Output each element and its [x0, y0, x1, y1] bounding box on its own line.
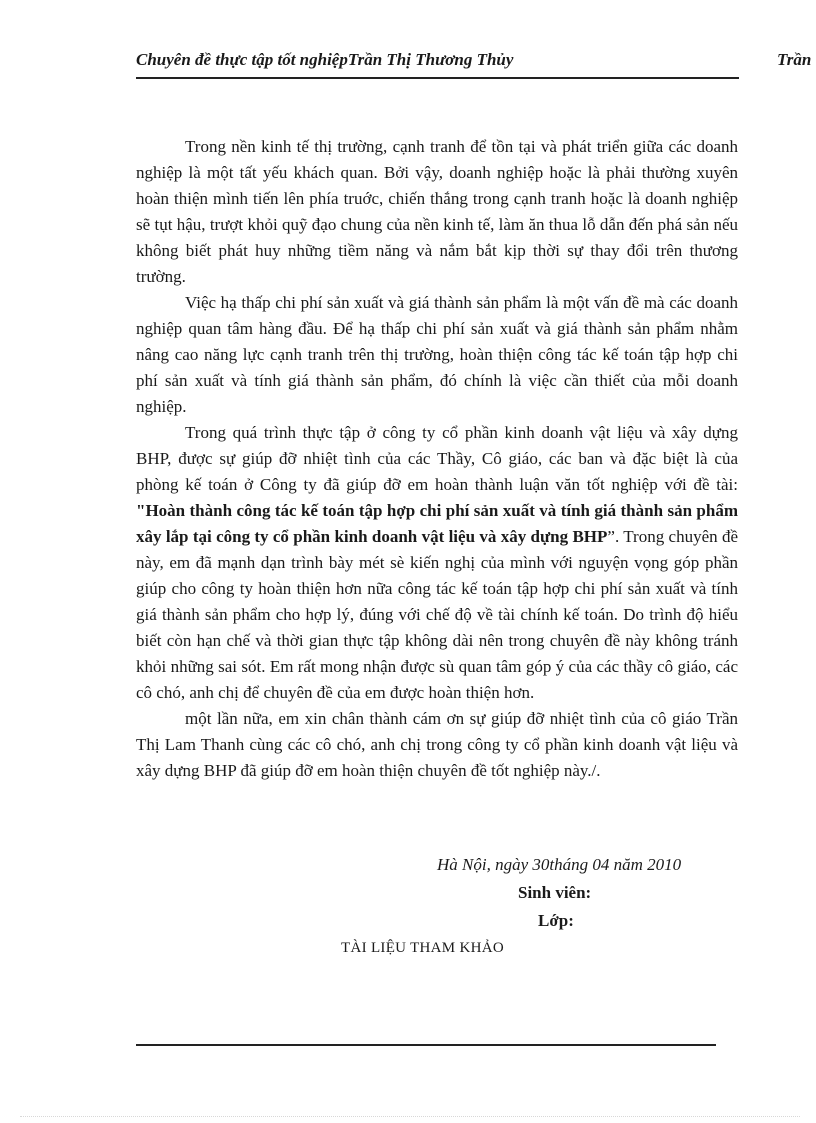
header-author-cut: Trần [777, 50, 812, 69]
paragraph-3-rest: ”. Trong chuyên đề này, em đã mạnh dạn trình bày mét sè kiến nghị của mình với nguyện vọng góp phần giúp cho công ty hoàn thiện hơn nữa công tác kế toán tập hợp chi phí sản xuất và tính giá thành sản phẩm cho hợp lý, đúng với chế độ về tài chính kế toán. Do trình độ hiểu biết còn hạn chế và thời gian thực tập không dài nên trong chuyên đề này không tránh khỏi những sai sót. Em rất mong nhận được sù quan tâm góp ý của các thầy cô giáo, các cô chó, anh chị để chuyên đề của em được hoàn thiện hơn. [136, 527, 738, 702]
footer-divider [136, 1044, 716, 1046]
header-title: Chuyên đề thực tập tốt nghiệpTrần Thị Thương Thủy [136, 50, 514, 69]
thesis-title: "Hoàn thành công tác kế toán tập hợp chi phí sản xuất và tính giá thành sản phẩm xây lắp tại công ty cổ phần kinh doanh vật liệu và xây dựng BHP [136, 501, 738, 546]
header-divider [136, 77, 739, 79]
references-heading: TÀI LIỆU THAM KHẢO [341, 940, 505, 956]
paragraph-3-intro: Trong quá trình thực tập ở công ty cổ phần kinh doanh vật liệu và xây dựng BHP, được sự giúp đỡ nhiệt tình của các Thầy, Cô giáo, các ban và đặc biệt là của phòng kế toán ở Công ty đã giúp đỡ em hoàn thành luận văn tốt nghiệp với đề tài: [136, 423, 738, 494]
class-label: Lớp: [538, 911, 574, 930]
paragraph-2: Việc hạ thấp chi phí sản xuất và giá thành sản phẩm là một vấn đề mà các doanh nghiệp quan tâm hàng đầu. Để hạ thấp chi phí sản xuất và giá thành sản phẩm nhằm nâng cao năng lực cạnh tranh trên thị trường, hoàn thiện công tác kế toán tập hợp chi phí sản xuất và tính giá thành sản phẩm, đó chính là việc cần thiết của mỗi doanh nghiệp. [136, 293, 738, 416]
date-line: Hà Nội, ngày 30tháng 04 năm 2010 [437, 855, 682, 874]
page-header [136, 50, 816, 76]
page-bottom-border [20, 1116, 800, 1117]
paragraph-1: Trong nền kinh tế thị trường, cạnh tranh để tồn tại và phát triển giữa các doanh nghiệp là một tất yếu khách quan. Bởi vậy, doanh nghiệp hoặc là phải thường xuyên hoàn thiện mình tiến lên phía truớc, chiến thắng trong cạnh tranh hoặc là doanh nghiệp sẽ tụt hậu, trượt khỏi quỹ đạo chung của nền kinh tế, làm ăn thua lỗ dẫn đến phá sản nếu không biết phát huy những tiềm năng và nắm bắt kịp thời sự thay đổi trên thương trường. [136, 137, 738, 286]
paragraph-4: một lần nữa, em xin chân thành cám ơn sự giúp đỡ nhiệt tình của cô giáo Trần Thị Lam Thanh cùng các cô chó, anh chị trong công ty cổ phần kinh doanh vật liệu và xây dựng BHP đã giúp đỡ em hoàn thiện chuyên đề tốt nghiệp này./. [136, 709, 738, 780]
document-body [136, 134, 738, 784]
paragraph-3 [136, 420, 738, 706]
student-label: Sinh viên: [518, 883, 592, 902]
